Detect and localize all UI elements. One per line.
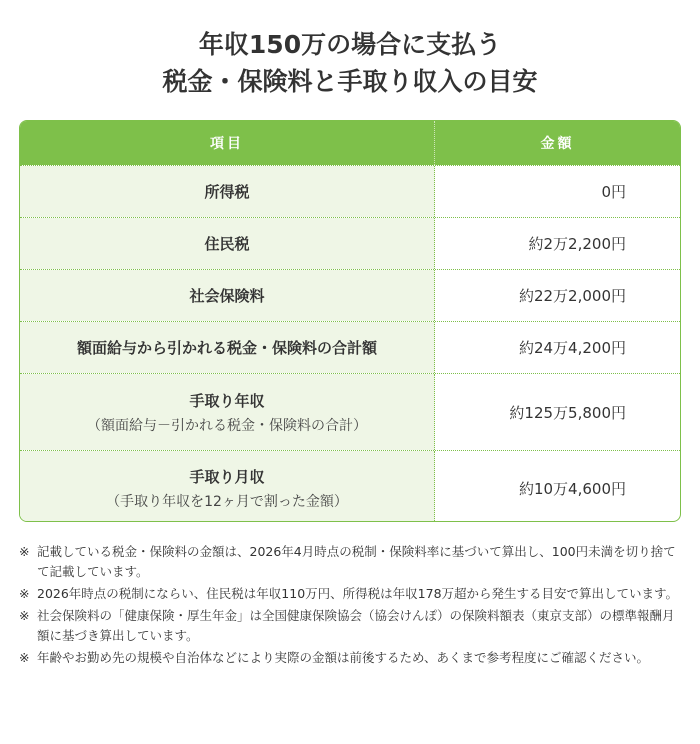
table-row-social-insurance bbox=[20, 269, 680, 321]
row-label: 所得税 bbox=[204, 183, 250, 201]
table-row-annual-take-home bbox=[20, 373, 680, 450]
table-row-total-deductions bbox=[20, 321, 680, 373]
row-label: 住民税 bbox=[204, 235, 250, 253]
footnotes bbox=[19, 542, 684, 670]
row-label-cell bbox=[20, 322, 435, 373]
footnote-mark: ※ bbox=[19, 544, 30, 559]
table-header bbox=[20, 121, 680, 165]
row-amount: 0円 bbox=[601, 183, 626, 201]
row-label-cell bbox=[20, 374, 435, 450]
row-label-cell bbox=[20, 166, 435, 217]
row-label: 額面給与から引かれる税金・保険料の合計額 bbox=[76, 339, 377, 357]
footnote-text: 年齢やお勤め先の規模や自治体などにより実際の金額は前後するため、あくまで参考程度にご確認ください。 bbox=[37, 650, 650, 665]
footnote bbox=[19, 542, 684, 582]
footnote-mark: ※ bbox=[19, 586, 30, 601]
row-label: 手取り月収 bbox=[189, 467, 265, 486]
footnote-text: 記載している税金・保険料の金額は、2026年4月時点の税制・保険料率に基づいて算出し、100円未満を切り捨てて記載しています。 bbox=[37, 544, 676, 579]
row-amount: 約22万2,000円 bbox=[518, 287, 626, 305]
footnote bbox=[19, 584, 684, 604]
row-label: 社会保険料 bbox=[189, 287, 265, 305]
footnote-text: 社会保険料の「健康保険・厚生年金」は全国健康保険協会（協会けんぽ）の保険料額表（東京支部）の標準報酬月額に基づき算出しています。 bbox=[37, 608, 675, 643]
row-label: 手取り年収 bbox=[189, 391, 265, 410]
row-sublabel: （手取り年収を12ヶ月で割った金額） bbox=[106, 493, 348, 510]
row-sublabel: （額面給与－引かれる税金・保険料の合計） bbox=[87, 417, 367, 434]
header-item: 項目 bbox=[20, 121, 435, 165]
row-amount: 約125万5,800円 bbox=[509, 403, 626, 422]
footnote bbox=[19, 606, 684, 646]
table-row-resident-tax bbox=[20, 217, 680, 269]
row-label-cell bbox=[20, 270, 435, 321]
tax-table bbox=[19, 120, 681, 522]
row-label-cell bbox=[20, 218, 435, 269]
footnote bbox=[19, 648, 684, 668]
row-amount: 約2万2,200円 bbox=[528, 235, 626, 253]
footnote-mark: ※ bbox=[19, 650, 30, 665]
footnote-mark: ※ bbox=[19, 608, 30, 623]
table-row-income-tax bbox=[20, 165, 680, 217]
header-amount: 金額 bbox=[540, 136, 575, 152]
table-row-monthly-take-home bbox=[20, 450, 680, 522]
title-line-2: 税金・保険料と手取り収入の目安 bbox=[162, 67, 538, 96]
title-line-1: 年収150万の場合に支払う bbox=[198, 30, 502, 59]
footnote-text: 2026年時点の税制にならい、住民税は年収110万円、所得税は年収178万超から発生する目安で算出しています。 bbox=[37, 586, 679, 601]
row-amount: 約10万4,600円 bbox=[518, 479, 626, 498]
row-label-cell bbox=[20, 451, 435, 522]
page-title bbox=[0, 26, 700, 100]
row-amount: 約24万4,200円 bbox=[518, 339, 626, 357]
